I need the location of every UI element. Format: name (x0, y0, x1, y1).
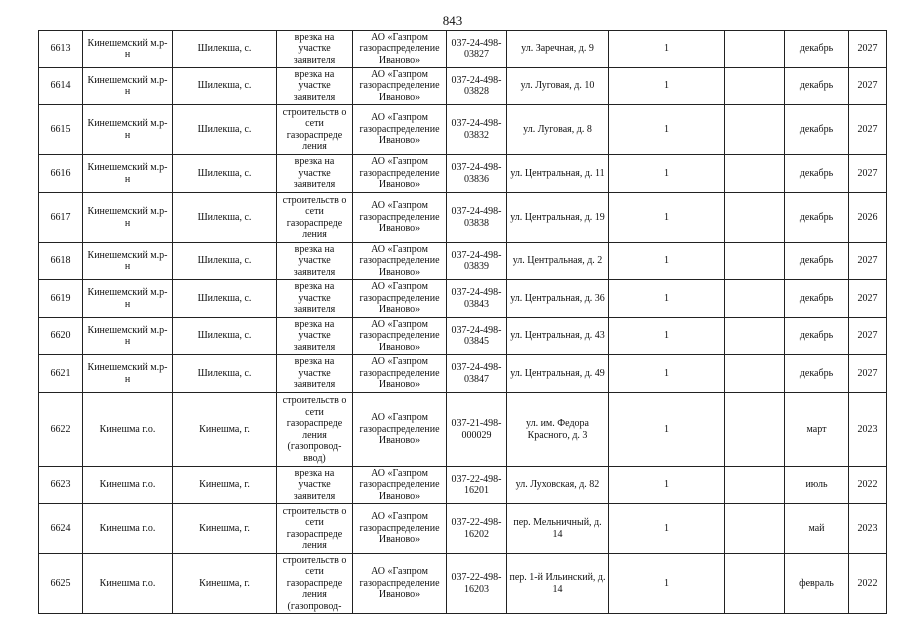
month-cell: май (785, 504, 849, 554)
work-type-cell: врезка на участке заявителя (277, 280, 353, 318)
row-number: 6613 (39, 31, 83, 68)
month-cell: декабрь (785, 318, 849, 355)
work-type-cell: врезка на участке заявителя (277, 318, 353, 355)
district-cell: Кинешемский м.р-н (83, 31, 173, 68)
row-number: 6614 (39, 68, 83, 105)
address-cell: ул. Луховская, д. 82 (507, 467, 609, 504)
month-cell: февраль (785, 554, 849, 614)
locality-cell: Кинешма, г. (173, 504, 277, 554)
row-number: 6624 (39, 504, 83, 554)
object-code-cell: 037-24-498-03845 (447, 318, 507, 355)
month-cell: декабрь (785, 31, 849, 68)
organization-cell: АО «Газпром газораспределение Иваново» (353, 467, 447, 504)
table-row (39, 554, 887, 614)
year-cell: 2027 (849, 31, 887, 68)
district-cell: Кинешемский м.р-н (83, 243, 173, 280)
empty-cell (725, 355, 785, 393)
locality-cell: Кинешма, г. (173, 467, 277, 504)
quantity-cell: 1 (609, 467, 725, 504)
row-number: 6615 (39, 105, 83, 155)
row-number: 6619 (39, 280, 83, 318)
address-cell: ул. Центральная, д. 36 (507, 280, 609, 318)
address-cell: ул. им. Федора Красного, д. 3 (507, 393, 609, 467)
district-cell: Кинешемский м.р-н (83, 318, 173, 355)
district-cell: Кинешма г.о. (83, 393, 173, 467)
year-cell: 2023 (849, 393, 887, 467)
address-cell: пер. Мельничный, д. 14 (507, 504, 609, 554)
locality-cell: Шилекша, с. (173, 31, 277, 68)
empty-cell (725, 280, 785, 318)
quantity-cell: 1 (609, 280, 725, 318)
locality-cell: Кинешма, г. (173, 393, 277, 467)
table-row (39, 280, 887, 318)
locality-cell: Шилекша, с. (173, 243, 277, 280)
district-cell: Кинешемский м.р-н (83, 280, 173, 318)
table-row (39, 393, 887, 467)
table-row (39, 155, 887, 193)
row-number: 6622 (39, 393, 83, 467)
table-row (39, 243, 887, 280)
table-row (39, 31, 887, 68)
table-row (39, 193, 887, 243)
address-cell: ул. Центральная, д. 49 (507, 355, 609, 393)
address-cell: ул. Заречная, д. 9 (507, 31, 609, 68)
work-type-cell: врезка на участке заявителя (277, 155, 353, 193)
table-row (39, 318, 887, 355)
year-cell: 2022 (849, 554, 887, 614)
address-cell: ул. Центральная, д. 11 (507, 155, 609, 193)
empty-cell (725, 105, 785, 155)
empty-cell (725, 155, 785, 193)
quantity-cell: 1 (609, 504, 725, 554)
work-type-cell: врезка на участке заявителя (277, 467, 353, 504)
year-cell: 2026 (849, 193, 887, 243)
empty-cell (725, 31, 785, 68)
empty-cell (725, 243, 785, 280)
locality-cell: Шилекша, с. (173, 68, 277, 105)
district-cell: Кинешемский м.р-н (83, 105, 173, 155)
organization-cell: АО «Газпром газораспределение Иваново» (353, 105, 447, 155)
district-cell: Кинешемский м.р-н (83, 193, 173, 243)
district-cell: Кинешма г.о. (83, 504, 173, 554)
quantity-cell: 1 (609, 243, 725, 280)
month-cell: март (785, 393, 849, 467)
quantity-cell: 1 (609, 155, 725, 193)
district-cell: Кинешемский м.р-н (83, 155, 173, 193)
quantity-cell: 1 (609, 393, 725, 467)
quantity-cell: 1 (609, 318, 725, 355)
district-cell: Кинешемский м.р-н (83, 68, 173, 105)
row-number: 6620 (39, 318, 83, 355)
row-number: 6621 (39, 355, 83, 393)
organization-cell: АО «Газпром газораспределение Иваново» (353, 155, 447, 193)
object-code-cell: 037-22-498-16202 (447, 504, 507, 554)
table-row (39, 105, 887, 155)
locality-cell: Шилекша, с. (173, 155, 277, 193)
month-cell: декабрь (785, 355, 849, 393)
object-code-cell: 037-24-498-03839 (447, 243, 507, 280)
year-cell: 2027 (849, 68, 887, 105)
work-type-cell: строительств о сети газораспреде ления (газопровод- (277, 554, 353, 614)
object-code-cell: 037-24-498-03827 (447, 31, 507, 68)
year-cell: 2027 (849, 318, 887, 355)
empty-cell (725, 467, 785, 504)
year-cell: 2027 (849, 243, 887, 280)
empty-cell (725, 68, 785, 105)
month-cell: декабрь (785, 193, 849, 243)
empty-cell (725, 554, 785, 614)
year-cell: 2027 (849, 105, 887, 155)
organization-cell: АО «Газпром газораспределение Иваново» (353, 31, 447, 68)
month-cell: декабрь (785, 280, 849, 318)
table-row (39, 467, 887, 504)
month-cell: июль (785, 467, 849, 504)
work-type-cell: строительств о сети газораспреде ления (газопровод-ввод) (277, 393, 353, 467)
table-row (39, 68, 887, 105)
address-cell: ул. Луговая, д. 10 (507, 68, 609, 105)
year-cell: 2023 (849, 504, 887, 554)
month-cell: декабрь (785, 243, 849, 280)
work-type-cell: врезка на участке заявителя (277, 31, 353, 68)
month-cell: декабрь (785, 68, 849, 105)
address-cell: ул. Центральная, д. 2 (507, 243, 609, 280)
row-number: 6616 (39, 155, 83, 193)
organization-cell: АО «Газпром газораспределение Иваново» (353, 68, 447, 105)
object-code-cell: 037-21-498-000029 (447, 393, 507, 467)
object-code-cell: 037-22-498-16201 (447, 467, 507, 504)
object-code-cell: 037-22-498-16203 (447, 554, 507, 614)
locality-cell: Кинешма, г. (173, 554, 277, 614)
locality-cell: Шилекша, с. (173, 105, 277, 155)
district-cell: Кинешма г.о. (83, 554, 173, 614)
empty-cell (725, 504, 785, 554)
district-cell: Кинешемский м.р-н (83, 355, 173, 393)
district-cell: Кинешма г.о. (83, 467, 173, 504)
address-cell: ул. Центральная, д. 19 (507, 193, 609, 243)
year-cell: 2027 (849, 280, 887, 318)
quantity-cell: 1 (609, 193, 725, 243)
organization-cell: АО «Газпром газораспределение Иваново» (353, 554, 447, 614)
year-cell: 2027 (849, 155, 887, 193)
object-code-cell: 037-24-498-03843 (447, 280, 507, 318)
empty-cell (725, 193, 785, 243)
work-type-cell: строительств о сети газораспреде ления (277, 105, 353, 155)
year-cell: 2027 (849, 355, 887, 393)
empty-cell (725, 318, 785, 355)
locality-cell: Шилекша, с. (173, 355, 277, 393)
work-type-cell: строительств о сети газораспреде ления (277, 504, 353, 554)
organization-cell: АО «Газпром газораспределение Иваново» (353, 193, 447, 243)
table-row (39, 504, 887, 554)
quantity-cell: 1 (609, 355, 725, 393)
locality-cell: Шилекша, с. (173, 193, 277, 243)
address-cell: ул. Луговая, д. 8 (507, 105, 609, 155)
quantity-cell: 1 (609, 31, 725, 68)
row-number: 6618 (39, 243, 83, 280)
object-code-cell: 037-24-498-03832 (447, 105, 507, 155)
quantity-cell: 1 (609, 68, 725, 105)
work-type-cell: строительств о сети газораспреде ления (277, 193, 353, 243)
object-code-cell: 037-24-498-03828 (447, 68, 507, 105)
row-number: 6623 (39, 467, 83, 504)
object-code-cell: 037-24-498-03847 (447, 355, 507, 393)
page-number: 843 (442, 13, 463, 28)
year-cell: 2022 (849, 467, 887, 504)
work-type-cell: врезка на участке заявителя (277, 243, 353, 280)
organization-cell: АО «Газпром газораспределение Иваново» (353, 318, 447, 355)
table-row (39, 355, 887, 393)
row-number: 6625 (39, 554, 83, 614)
locality-cell: Шилекша, с. (173, 280, 277, 318)
organization-cell: АО «Газпром газораспределение Иваново» (353, 280, 447, 318)
organization-cell: АО «Газпром газораспределение Иваново» (353, 243, 447, 280)
address-cell: ул. Центральная, д. 43 (507, 318, 609, 355)
organization-cell: АО «Газпром газораспределение Иваново» (353, 504, 447, 554)
object-code-cell: 037-24-498-03836 (447, 155, 507, 193)
work-type-cell: врезка на участке заявителя (277, 355, 353, 393)
quantity-cell: 1 (609, 105, 725, 155)
month-cell: декабрь (785, 105, 849, 155)
locality-cell: Шилекша, с. (173, 318, 277, 355)
quantity-cell: 1 (609, 554, 725, 614)
empty-cell (725, 393, 785, 467)
month-cell: декабрь (785, 155, 849, 193)
registry-table (38, 30, 887, 614)
work-type-cell: врезка на участке заявителя (277, 68, 353, 105)
organization-cell: АО «Газпром газораспределение Иваново» (353, 393, 447, 467)
organization-cell: АО «Газпром газораспределение Иваново» (353, 355, 447, 393)
address-cell: пер. 1-й Ильинский, д. 14 (507, 554, 609, 614)
row-number: 6617 (39, 193, 83, 243)
object-code-cell: 037-24-498-03838 (447, 193, 507, 243)
